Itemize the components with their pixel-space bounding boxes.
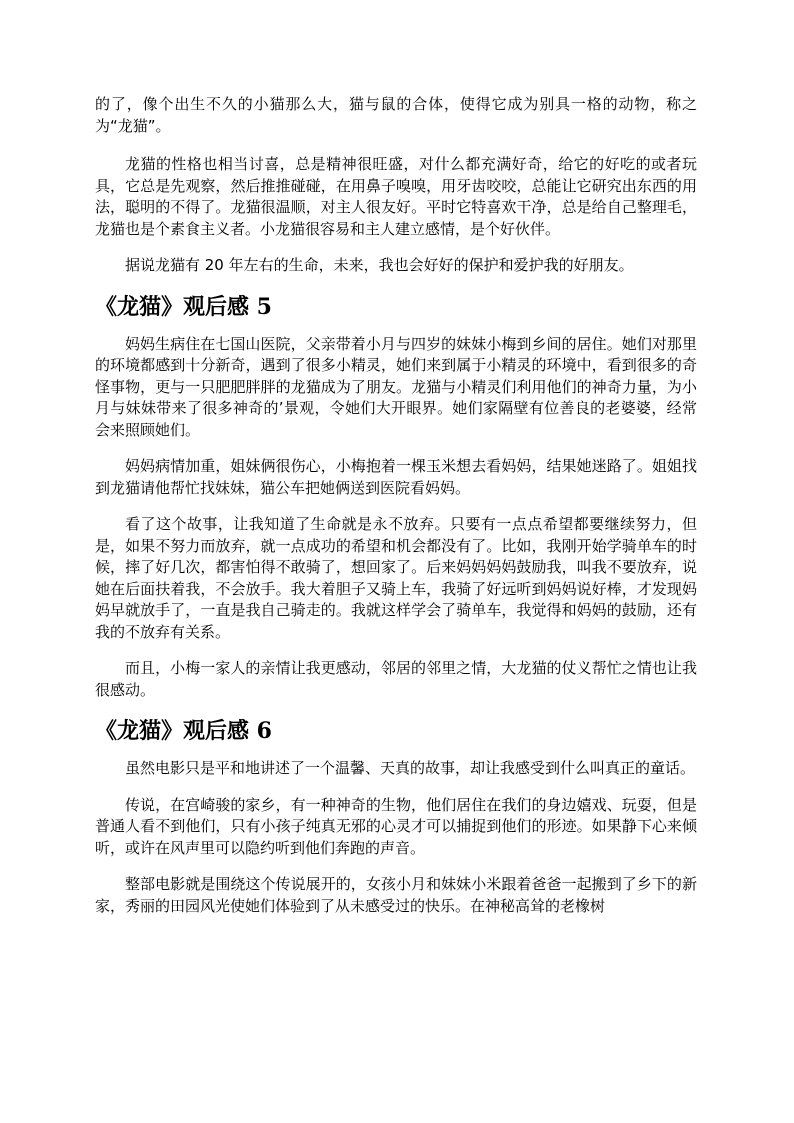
paragraph: 的了，像个出生不久的小猫那么大，猫与鼠的合体，使得它成为别具一格的动物，称之为“龙猫”。 <box>95 95 697 135</box>
paragraph: 据说龙猫有 20 年左右的生命，未来，我也会好好的保护和爱护我的好朋友。 <box>125 256 634 274</box>
section-heading: 《龙猫》观后感 6 <box>95 718 272 744</box>
paragraph: 看了这个故事，让我知道了生命就是永不放弃。只要有一点点希望都要继续努力，但是，如果不努力而放弃，就一点成功的希望和机会都没有了。比如，我刚开始学骑单车的时候，摔了好几次，都害怕得不敢骑了，想回家了。后来妈妈妈妈鼓励我，叫我不要放弃，说她在后面扶着我，不会放手。我大着胆子又骑上车，我骑了好远听到妈妈说好棒，才发现妈妈早就放手了，一直是我自己骑走的。我就这样学会了骑单车，我觉得和妈妈的鼓励，还有我的不放弃有关系。 <box>95 515 697 641</box>
paragraph: 妈妈病情加重，姐妹俩很伤心，小梅抱着一棵玉米想去看妈妈，结果她迷路了。姐姐找到龙猫请他帮忙找妹妹，猫公车把她俩送到医院看妈妈。 <box>95 457 697 497</box>
section-heading: 《龙猫》观后感 5 <box>95 293 272 320</box>
paragraph: 而且，小梅一家人的亲情让我更感动，邻居的邻里之情，大龙猫的仗义帮忙之情也让我很感动。 <box>95 659 697 699</box>
paragraph: 龙猫的性格也相当讨喜，总是精神很旺盛，对什么都充满好奇，给它的好吃的或者玩具，它总是先观察，然后推推碰碰，在用鼻子嗅嗅，用牙齿咬咬，总能让它研究出东西的用法，聪明的不得了。龙猫很温顺，对主人很友好。平时它特喜欢干净，总是给自己整理毛，龙猫也是个素食主义者。小龙猫很容易和主人建立感情，是个好伙伴。 <box>95 155 697 238</box>
document-page <box>95 94 697 932</box>
paragraph: 传说，在宫崎骏的家乡，有一种神奇的生物，他们居住在我们的身边嬉戏、玩耍，但是普通人看不到他们，只有小孩子纯真无邪的心灵才可以捕捉到他们的形迹。如果静下心来倾听，或许在风声里可以隐约听到他们奔跑的声音。 <box>95 795 697 857</box>
paragraph: 整部电影就是围绕这个传说展开的，女孩小月和妹妹小米跟着爸爸一起搬到了乡下的新家，秀丽的田园风光使她们体验到了从未感受过的快乐。在神秘高耸的老橡树 <box>95 875 697 915</box>
paragraph: 妈妈生病住在七国山医院，父亲带着小月与四岁的妹妹小梅到乡间的居住。她们对那里的环境都感到十分新奇，遇到了很多小精灵，她们来到属于小精灵的环境中，看到很多的奇怪事物，更与一只肥肥胖胖的龙猫成为了朋友。龙猫与小精灵们利用他们的神奇力量，为小月与妹妹带来了很多神奇的’景观，令她们大开眼界。她们家隔壁有位善良的老婆婆，经常会来照顾她们。 <box>95 334 697 439</box>
paragraph: 虽然电影只是平和地讲述了一个温馨、天真的故事，却让我感受到什么叫真正的童话。 <box>125 759 696 777</box>
